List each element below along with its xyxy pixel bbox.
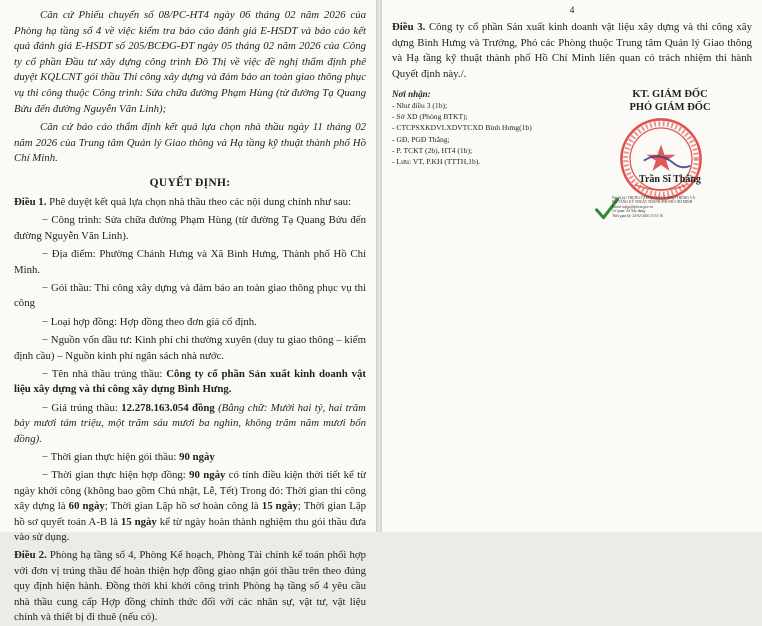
item-ten-nha-thau: [14, 367, 366, 398]
esig-line: Email: ttqlgt@tphcm.gov.vn: [612, 204, 653, 209]
ten-nha-thau-label: − Tên nhà thầu trúng thầu:: [42, 368, 167, 380]
dieu-1-text: Phê duyệt kết quả lựa chọn nhà thầu theo các nội dung chính như sau:: [46, 195, 352, 208]
tg-hd-4: ; Thời gian Lập hồ sơ quyết toán A-B là: [14, 500, 367, 528]
esig-line: Cơ quan: Sở Xây dựng: [612, 209, 646, 214]
dieu-1-label: Điều 1.: [14, 195, 47, 208]
signer-name: Trần Sĩ Thắng: [639, 174, 701, 185]
tg-hd-90: 90 ngày: [189, 469, 226, 482]
item-thoi-gian-goi-thau: [14, 450, 366, 465]
noi-nhan-item: - P. TCKT (2b), HT4 (1b);: [392, 145, 473, 155]
noi-nhan-item: - Lưu: VT, P.KH (TTTH,1b).: [392, 157, 481, 167]
item-dia-diem: − Địa điểm: Phường Chánh Hưng và Xã Bình Hưng, Thành phố Hồ Chí Minh.: [14, 248, 366, 276]
digital-signature-text: [612, 196, 742, 218]
digital-signature: [594, 190, 744, 230]
esig-line: Người ký: TRUNG TÂM QUẢN LÝ GIAO THÔNG VÀ: [612, 196, 696, 200]
tg-hd-5: kể từ ngày hoàn thành nghiệm thu gói thầu đưa vào sử dụng.: [14, 515, 366, 544]
item-gia-trung-thau: [14, 401, 366, 447]
page-left: [0, 0, 376, 624]
page-right: [382, 0, 762, 532]
tg-hd-1: − Thời gian thực hiện hợp đồng:: [42, 469, 190, 482]
item-loai-hop-dong: − Loại hợp đồng: Hợp đồng theo đơn giá cố định.: [42, 315, 257, 328]
noi-nhan-item: - Sở XD (Phòng BTKT);: [392, 112, 468, 122]
noi-nhan: [392, 88, 582, 167]
noi-nhan-title: Nơi nhận:: [392, 89, 431, 99]
tg-goi-label: − Thời gian thực hiện gói thầu:: [42, 451, 180, 464]
signature-block: [588, 88, 752, 194]
tg-goi-value: 90 ngày: [179, 451, 215, 464]
gia-words: (Bằng chữ: Mười hai tỷ, hai trăm bảy mươi tám triệu, một trăm sáu mươi ba nghìn, không trăm năm mươi bốn đồng).: [14, 401, 366, 445]
stamp-area: [588, 116, 752, 194]
quyet-dinh-heading: QUYẾT ĐỊNH:: [149, 176, 231, 189]
tg-hd-2: có tính điều kiện thời tiết kể từ ngày khởi công (không bao gồm Chủ nhật, Lễ, Tết) Trong đó: Thời gian thi công xây dựng là: [14, 469, 366, 513]
noi-nhan-item: - Như điều 3 (1b);: [392, 101, 448, 110]
dieu-3-text: Công ty cổ phần Sản xuất kinh doanh vật liệu xây dựng và thi công xây dựng Bình Hưng và Trưởng, Phó các Phòng thuộc Trung tâm Quản lý Giao thông và Hạ tầng kỹ thuật thành phố Hồ Chí Minh liên quan có trách nhiệm thi hành Quyết định này./.: [392, 21, 752, 80]
item-goi-thau: − Gói thầu: Thi công xây dựng và đảm bảo an toàn giao thông phục vụ thi công: [14, 281, 366, 310]
tg-hd-3: ; Thời gian Lập hồ sơ hoàn công là: [104, 500, 262, 513]
can-cu-1: Căn cứ Phiếu chuyển số 08/PC-HT4 ngày 06 tháng 02 năm 2026 của Phòng hạ tầng số 4 về việc kiểm tra báo cáo đánh giá E-HSDT và báo cáo kết quả đánh giá E-HSDT số 205/BCĐG-ĐT ngày 05 tháng 02 năm 2026 của Công ty cổ phần Đầu tư xây dựng công trình Đô Thị về việc đề nghị thẩm định phê duyệt KQLCNT gói thầu Thi công xây dựng và đảm bảo an toàn giao thông phục vụ thi công thuộc Công trình: Sửa chữa đường Phạm Hùng (từ đường Tạ Quang Bửu đến đường Nguyễn Văn Linh);: [14, 9, 366, 115]
noi-nhan-item: - GĐ, PGĐ Thắng;: [392, 134, 450, 144]
dieu-2-label: Điều 2.: [14, 549, 47, 562]
dieu-2: [14, 548, 366, 625]
kt-giam-doc: KT. GIÁM ĐỐC: [632, 89, 708, 100]
gia-label: − Giá trúng thầu:: [42, 401, 122, 414]
tg-hd-15b: 15 ngày: [120, 515, 157, 528]
page-number: 4: [569, 6, 575, 16]
gia-value: 12.278.163.054 đồng: [121, 401, 215, 414]
tg-hd-60: 60 ngày: [68, 500, 105, 513]
dieu-1: [14, 195, 366, 210]
item-cong-trinh: − Công trình: Sửa chữa đường Phạm Hùng (từ đường Tạ Quang Bửu đến đường Nguyễn Văn Linh).: [14, 214, 366, 242]
dieu-2-text: Phòng hạ tầng số 4, Phòng Kế hoạch, Phòng Tài chính kế toán phối hợp với đơn vị trúng thầu để hoàn thiện hợp đồng giao nhận gói thầu trên theo đúng quy định hiện hành. Đồng thời khi khởi công trình Phòng hạ tầng số 4 yêu cầu nhà thầu cung cấp Hợp đồng chính thức đối với các nhân sự, vật tư, vật liệu chính và thiết bị đi thuê (nếu có).: [14, 549, 366, 624]
noi-nhan-item: - CTCPSXKDVLXDVTCXD Bình Hưng(1b): [392, 123, 532, 133]
can-cu-2: Căn cứ báo cáo thẩm định kết quả lựa chọn nhà thầu ngày 11 tháng 02 năm 2026 của Trung tâm Quản lý Giao thông và Hạ tầng kỹ thuật thành phố Hồ Chí Minh.: [14, 121, 366, 165]
dieu-3: [392, 20, 752, 82]
dieu-3-label: Điều 3.: [392, 21, 426, 33]
esig-line: HẠ TẦNG KỸ THUẬT THÀNH PHỐ HỒ CHÍ MINH: [612, 200, 693, 205]
item-nguon-von: − Nguồn vốn đầu tư: Kinh phí chi thường xuyên (duy tu giao thông – kiểm định cầu) – Nguồn kinh phí ngân sách nhà nước.: [14, 334, 366, 362]
item-thoi-gian-hop-dong: [14, 468, 366, 545]
tg-hd-15a: 15 ngày: [261, 500, 298, 513]
ten-nha-thau-value: Công ty cổ phần Sản xuất kinh doanh vật liệu xây dựng và thi công xây dựng Bình Hưng.: [14, 368, 366, 396]
esig-line: Thời gian ký: 24-02-2026 15:51:16: [612, 213, 663, 218]
pho-giam-doc: PHÓ GIÁM ĐỐC: [629, 102, 711, 113]
